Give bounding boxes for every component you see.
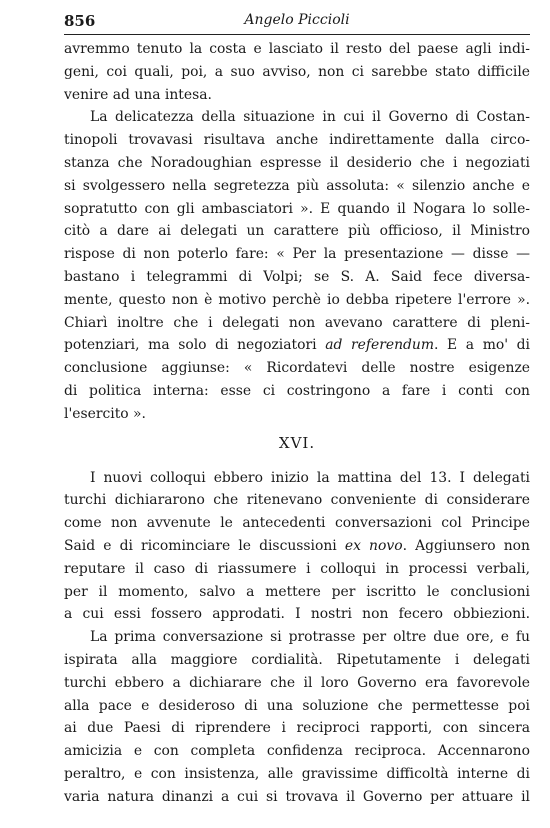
- text-segment: . Aggiunsero non: [402, 537, 530, 554]
- text-line: alla pace e desideroso di una soluzione che permettesse poi: [64, 697, 530, 714]
- running-head: Angelo Piccioli: [244, 12, 350, 28]
- text-line: turchi dichiararono che ritenevano conveniente di considerare: [64, 492, 530, 509]
- text-line: rispose di non poterlo fare: « Per la presentazione — disse —: [64, 246, 530, 263]
- text-line: per il momento, salvo a mettere per iscritto le conclusioni: [64, 583, 530, 600]
- page-header: [64, 12, 530, 32]
- text-line: Chiarì inoltre che i delegati non avevano carattere di pleni-: [64, 314, 530, 331]
- text-line: La delicatezza della situazione in cui il Governo di Costan-: [90, 109, 530, 126]
- text-line: peraltro, e con insistenza, alle gravissime difficoltà interne di: [64, 765, 530, 782]
- text-line: conclusione aggiunse: « Ricordatevi delle nostre esigenze: [64, 360, 530, 377]
- text-line: l'esercito ».: [64, 405, 146, 422]
- text-line: avremmo tenuto la costa e lasciato il resto del paese agli indi-: [64, 41, 530, 57]
- text-line: turchi ebbero a dichiarare che il loro Governo era favorevole: [64, 674, 530, 691]
- section-heading: XVI.: [278, 433, 316, 452]
- text-line: [64, 535, 530, 558]
- italic-phrase: ad referendum: [325, 337, 435, 354]
- text-segment: potenziari, ma solo di negoziatori: [64, 337, 317, 354]
- text-line: [64, 334, 530, 357]
- text-segment: Said e di ricominciare le discussioni: [64, 537, 337, 554]
- text-line: mente, questo non è motivo perchè io debba ripetere l'errore ».: [64, 291, 530, 308]
- page-body: [64, 38, 530, 809]
- text-segment: . E a mo' di: [434, 337, 530, 354]
- page-number: 856: [64, 12, 96, 30]
- text-line: si svolgessero nella segretezza più assoluta: « silenzio anche e: [64, 177, 530, 194]
- text-line: di politica interna: esse ci costringono a fare i conti con: [64, 382, 530, 399]
- paragraph: [64, 626, 530, 808]
- text-line: stanza che Noradoughian espresse il desiderio che i negoziati: [64, 154, 530, 171]
- text-line: a cui essi fossero approdati. I nostri non fecero obbiezioni.: [64, 606, 530, 623]
- paragraph: [64, 106, 530, 425]
- text-line: tinopoli trovavasi risultava anche indirettamente dalla circo-: [64, 132, 530, 149]
- italic-phrase: ex novo: [344, 537, 403, 554]
- text-line: I nuovi colloqui ebbero inizio la mattina del 13. I delegati: [90, 469, 530, 486]
- text-line: geni, coi quali, poi, a suo avviso, non ci sarebbe stato difficile: [64, 63, 530, 80]
- text-line: venire ad una intesa.: [64, 86, 212, 103]
- text-line: La prima conversazione si protrasse per oltre due ore, e fu: [90, 629, 530, 646]
- text-line: sopratutto con gli ambasciatori ». E quando il Nogara lo solle-: [64, 200, 530, 217]
- text-line: bastano i telegrammi di Volpi; se S. A. Said fece diversa-: [64, 268, 530, 285]
- text-line: citò a dare ai delegati un carattere più officioso, il Ministro: [64, 223, 530, 240]
- text-line: amicizia e con completa confidenza reciproca. Accennarono: [64, 743, 530, 760]
- text-line: ai due Paesi di riprendere i reciproci rapporti, con sincera: [64, 720, 530, 737]
- paragraph: [64, 467, 530, 627]
- text-line: ispirata alla maggiore cordialità. Ripetutamente i delegati: [64, 651, 530, 668]
- paragraph: [64, 38, 530, 106]
- text-line: varia natura dinanzi a cui si trovava il Governo per attuare il: [64, 788, 530, 805]
- text-line: come non avvenute le antecedenti conversazioni col Principe: [64, 515, 530, 532]
- text-line: reputare il caso di riassumere i colloqui in processi verbali,: [64, 560, 530, 577]
- header-rule: [64, 34, 530, 35]
